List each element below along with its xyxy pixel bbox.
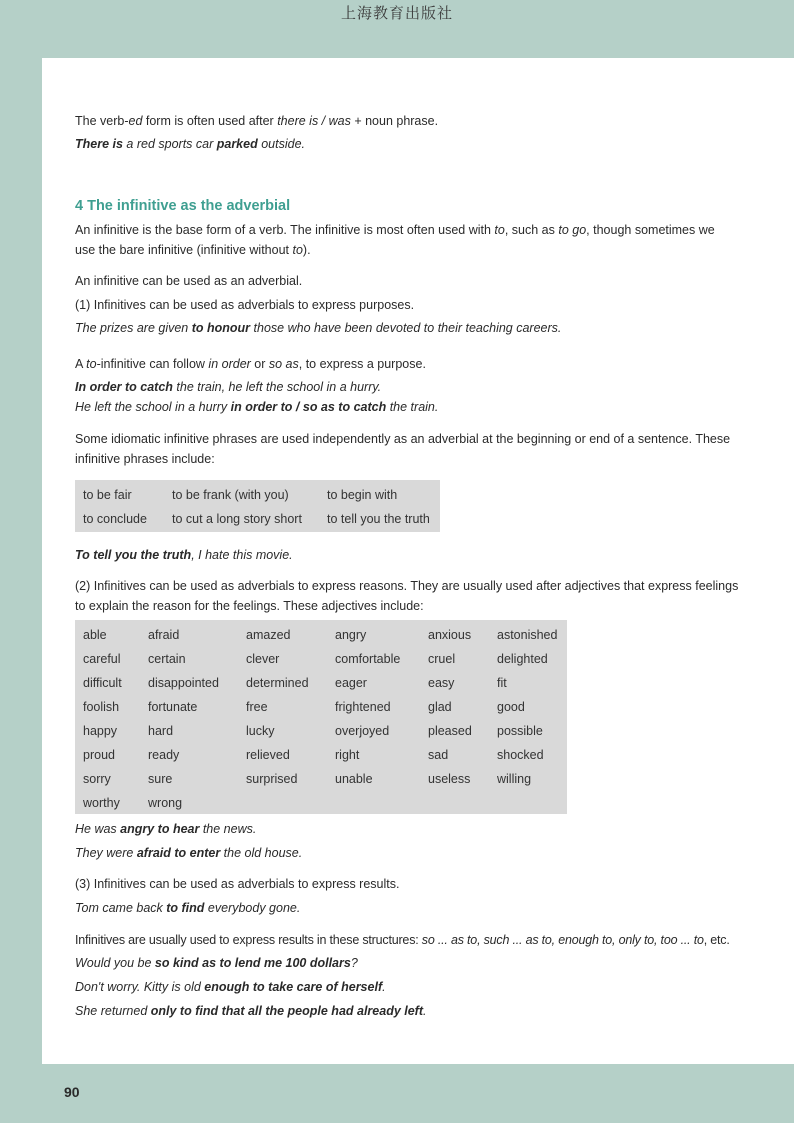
adverbial-intro: An infinitive can be used as an adverbial. (75, 274, 303, 288)
text-run: She returned (75, 1004, 151, 1018)
adjective-cell: pleased (428, 724, 472, 738)
text-run: angry to hear (120, 822, 200, 836)
adjective-cell: astonished (497, 628, 558, 642)
adjective-cell: sad (428, 748, 449, 762)
adjective-cell: unable (335, 772, 373, 786)
purpose-example-1 (75, 377, 715, 397)
text-run: A (75, 357, 87, 371)
structure-example-2 (75, 977, 715, 997)
intro-example (75, 134, 715, 154)
adjective-cell: delighted (497, 652, 548, 666)
text-run: parked (216, 137, 258, 151)
adjective-cell: happy (83, 724, 118, 738)
adjective-cell: frightened (335, 700, 391, 714)
adjective-cell: sure (148, 772, 173, 786)
adjective-cell: willing (497, 772, 532, 786)
text-run: in order to / so as to catch (230, 400, 387, 414)
idiom-table (75, 480, 440, 532)
text-run: the train, he left the school in a hurry. (172, 380, 382, 394)
adjective-cell: clever (246, 652, 280, 666)
text-run: so kind as to lend me 100 dollars (154, 956, 351, 970)
text-run: Tom came back (75, 901, 167, 915)
text-run: The prizes are given (75, 321, 192, 335)
text-run: , such as (504, 223, 559, 237)
text-run: ). (302, 243, 311, 257)
adjective-cell: overjoyed (335, 724, 390, 738)
structure-example-3 (75, 1001, 715, 1021)
adjective-cell: cruel (428, 652, 456, 666)
text-run: An infinitive is the base form of a verb. The infinitive is most often used with (75, 223, 495, 237)
point-1: (1) Infinitives can be used as adverbials to express purposes. (75, 298, 415, 312)
adjective-cell: right (335, 748, 360, 762)
text-run: form is often used after (142, 114, 278, 128)
text-run: to find (166, 901, 205, 915)
reason-example-1 (75, 819, 715, 839)
text-run: ? (350, 956, 358, 970)
text-run: In order to catch (75, 380, 173, 394)
text-run: to go (558, 223, 587, 237)
adjective-cell: afraid (148, 628, 180, 642)
adjective-cell: foolish (83, 700, 120, 714)
idiom-example (75, 545, 715, 565)
idiomatic-line-1: Some idiomatic infinitive phrases are used independently as an adverbial at the beginning or end of a sentence. These (75, 432, 731, 446)
text-run: outside. (257, 137, 305, 151)
adjective-cell: anxious (428, 628, 472, 642)
adjective-cell: shocked (497, 748, 544, 762)
publisher-header: 上海教育出版社 (340, 4, 453, 22)
text-run: afraid to enter (136, 846, 221, 860)
purpose-example-2 (75, 397, 715, 417)
adjective-cell: glad (428, 700, 452, 714)
text-run: There is (75, 137, 123, 151)
structures-line (75, 930, 730, 950)
adjective-cell: surprised (246, 772, 298, 786)
adjective-table (75, 620, 567, 814)
text-run: He left the school in a hurry (75, 400, 231, 414)
adjective-cell: easy (428, 676, 455, 690)
text-run: Would you be (75, 956, 155, 970)
adjective-cell: possible (497, 724, 543, 738)
text-run: to (292, 243, 303, 257)
text-run: those who have been devoted to their teaching careers. (250, 321, 562, 335)
reason-example-2 (75, 843, 715, 863)
adjective-cell: eager (335, 676, 367, 690)
adjective-cell: wrong (148, 796, 183, 810)
text-run: to honour (191, 321, 251, 335)
result-example (75, 898, 715, 918)
adjective-cell: difficult (83, 676, 122, 690)
text-run: to (494, 223, 505, 237)
adjective-cell: determined (246, 676, 309, 690)
adjective-cell: fit (497, 676, 507, 690)
text-run: everybody gone. (204, 901, 301, 915)
intro-rule (75, 111, 715, 131)
adjective-cell: relieved (246, 748, 290, 762)
adjective-cell: free (246, 700, 268, 714)
text-run: enough to take care of herself (204, 980, 383, 994)
idiom-cell: to cut a long story short (172, 512, 302, 526)
text-run: , though sometimes we (586, 223, 715, 237)
text-run: They were (75, 846, 137, 860)
idiom-cell: to conclude (83, 512, 147, 526)
text-run: . (382, 980, 386, 994)
adjective-cell: careful (83, 652, 121, 666)
adjective-cell: certain (148, 652, 186, 666)
text-run: use the bare infinitive (infinitive without (75, 243, 293, 257)
text-run: He was (75, 822, 121, 836)
text-run: The verb- (75, 114, 129, 128)
point-3: (3) Infinitives can be used as adverbials to express results. (75, 877, 400, 891)
idiom-cell: to be frank (with you) (172, 488, 289, 502)
text-run: the news. (199, 822, 257, 836)
idiom-cell: to tell you the truth (327, 512, 430, 526)
adjective-cell: ready (148, 748, 180, 762)
definition-line-2 (75, 240, 715, 260)
text-run: ed (128, 114, 143, 128)
adjective-cell: worthy (83, 796, 120, 810)
text-run: the old house. (220, 846, 303, 860)
adjective-cell: good (497, 700, 525, 714)
text-run: to (86, 357, 97, 371)
text-run: , to express a purpose. (298, 357, 426, 371)
text-run: so as (268, 357, 299, 371)
point-2-line-1: (2) Infinitives can be used as adverbials to express reasons. They are usually used after adjectives that express feelings (75, 579, 739, 593)
page-sheet (42, 58, 794, 1064)
section-heading: 4 The infinitive as the adverbial (75, 198, 291, 214)
to-infinitive-rule (75, 354, 715, 374)
idiom-cell: to be fair (83, 488, 132, 502)
adjective-cell: useless (428, 772, 471, 786)
definition-line-1 (75, 220, 715, 240)
text-run: or (250, 357, 269, 371)
page-number: 90 (64, 1084, 80, 1100)
text-run: only to find that all the people had already left (150, 1004, 424, 1018)
text-run: in order (208, 357, 251, 371)
adjective-cell: amazed (246, 628, 291, 642)
adjective-cell: comfortable (335, 652, 401, 666)
adjective-cell: fortunate (148, 700, 198, 714)
adjective-cell: lucky (246, 724, 275, 738)
text-run: there is / was (277, 114, 351, 128)
text-run: so ... as to, such ... as to, enough to, only to, too ... to (421, 933, 704, 947)
adjective-cell: disappointed (148, 676, 219, 690)
adjective-cell: angry (335, 628, 367, 642)
adjective-cell: hard (148, 724, 174, 738)
structure-example-1 (75, 953, 715, 973)
text-run: -infinitive can follow (96, 357, 209, 371)
adjective-cell: sorry (83, 772, 111, 786)
text-run: a red sports car (122, 137, 217, 151)
text-run: Don't worry. Kitty is old (75, 980, 205, 994)
text-run: . (423, 1004, 427, 1018)
idiom-cell: to begin with (327, 488, 398, 502)
text-run: , I hate this movie. (191, 548, 293, 562)
text-run: + noun phrase. (350, 114, 439, 128)
point-2-line-2: to explain the reason for the feelings. These adjectives include: (75, 599, 424, 613)
adjective-cell: proud (83, 748, 115, 762)
idiomatic-line-2: infinitive phrases include: (75, 452, 215, 466)
text-run: , etc. (703, 933, 730, 947)
adjective-cell: able (83, 628, 107, 642)
text-run: Infinitives are usually used to express results in these structures: (75, 933, 422, 947)
point-1-example (75, 318, 715, 338)
text-run: the train. (386, 400, 439, 414)
text-run: To tell you the truth (75, 548, 192, 562)
